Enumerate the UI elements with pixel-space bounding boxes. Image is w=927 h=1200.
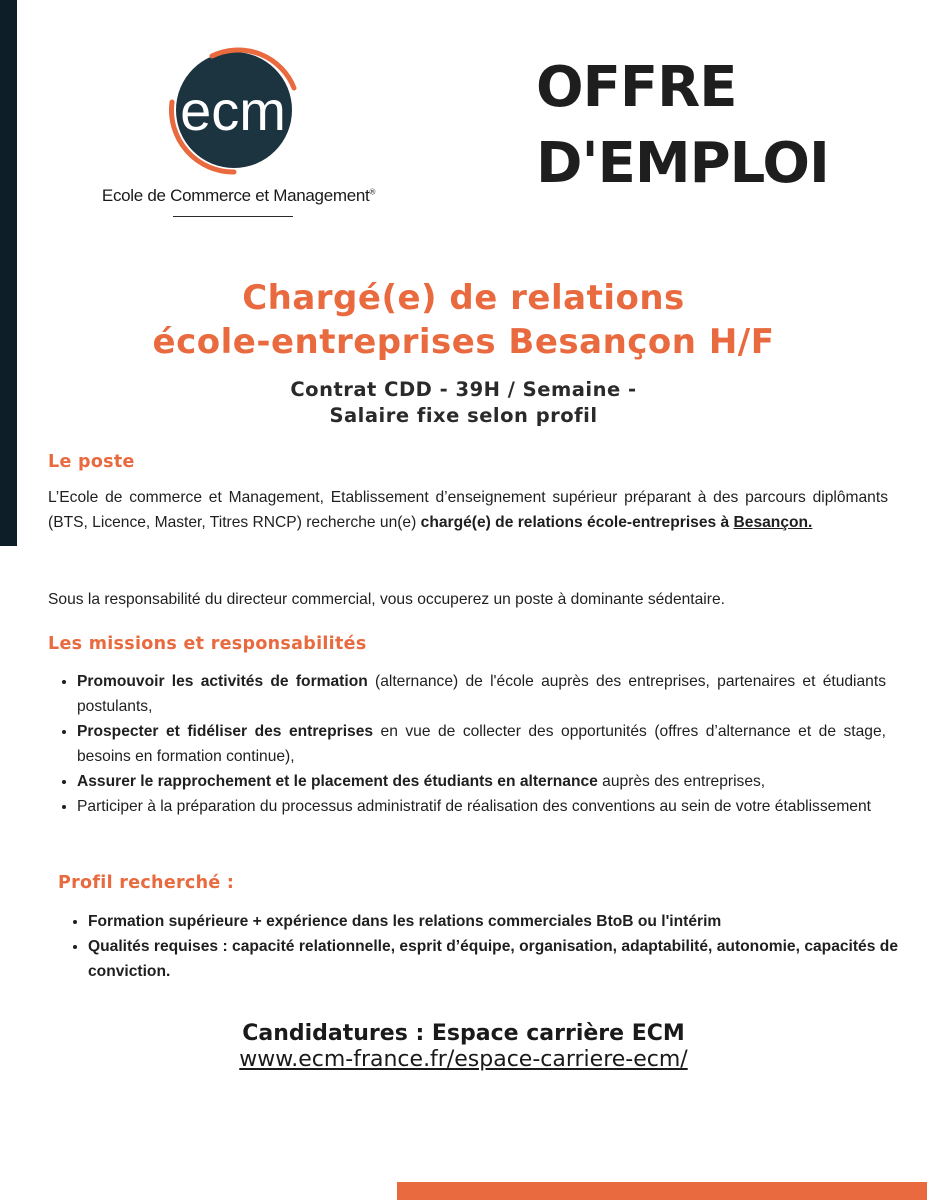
section-heading-poste: Le poste: [48, 452, 135, 472]
registered-mark: ®: [369, 187, 376, 197]
contract-info: [0, 377, 927, 429]
list-item: [77, 669, 886, 719]
list-item: • Qualités requises : capacité relationnelle, esprit d’équipe, organisation, adaptabilité, autonomie, capacités de conviction.: [88, 934, 898, 984]
job-title-line-2: école-entreprises Besançon H/F: [152, 322, 775, 362]
mission-text: en vue de collecter des opportunités (offres d’alternance et de stage, besoins en formation continue),: [77, 723, 886, 765]
bottom-accent-bar: [397, 1182, 927, 1200]
mission-bold: Promouvoir les activités de formation: [77, 673, 368, 690]
poste-role-bold: chargé(e) de relations école-entreprises à: [420, 514, 730, 531]
candidatures-link[interactable]: www.ecm-france.fr/espace-carriere-ecm/: [239, 1047, 688, 1072]
poste-description: [48, 485, 888, 535]
offer-headline: [536, 50, 829, 202]
logo-text: ecm: [180, 79, 286, 142]
ecm-logo: [160, 42, 305, 177]
profile-list: [58, 909, 898, 984]
section-heading-profil: Profil recherché :: [58, 873, 235, 893]
list-item: [77, 719, 886, 769]
mission-text: auprès des entreprises,: [597, 773, 766, 790]
headline-line-2: D'EMPLOI: [536, 131, 829, 196]
contract-line-2: Salaire fixe selon profil: [329, 404, 598, 427]
left-accent-bar: [0, 0, 17, 546]
poste-location: Besançon.: [733, 514, 813, 531]
list-item: • Formation supérieure + expérience dans les relations commerciales BtoB ou l'intérim: [88, 909, 898, 934]
mission-bold: Prospecter et fidéliser des entreprises: [77, 723, 374, 740]
logo-underline: [173, 216, 293, 217]
missions-list: [48, 669, 886, 819]
mission-text: (alternance) de l'école auprès des entreprises, partenaires et étudiants postulants,: [77, 673, 886, 715]
job-title: [0, 276, 927, 364]
headline-line-1: OFFRE: [536, 55, 737, 120]
job-title-line-1: Chargé(e) de relations: [242, 278, 685, 318]
mission-text: Participer à la préparation du processus administratif de réalisation des conventions au sein de votre établissement: [77, 798, 871, 815]
list-item: [77, 769, 886, 794]
mission-bold: Assurer le rapprochement et le placement des étudiants en alternance: [77, 773, 598, 790]
poste-responsibility: Sous la responsabilité du directeur commercial, vous occuperez un poste à dominante sédentaire.: [48, 591, 725, 608]
poste-text: L’Ecole de commerce et Management, Etablissement d’enseignement supérieur préparant à des parcours diplômants (BTS, Licence, Master, Titres RNCP) recherche un(e): [48, 489, 888, 531]
contract-line-1: Contrat CDD - 39H / Semaine -: [290, 378, 637, 401]
list-item: [77, 794, 886, 819]
candidatures-title: Candidatures : Espace carrière ECM: [242, 1021, 685, 1046]
logo-tagline: [86, 186, 391, 206]
section-heading-missions: Les missions et responsabilités: [48, 634, 367, 654]
logo-tagline-text: Ecole de Commerce et Management: [101, 186, 370, 205]
